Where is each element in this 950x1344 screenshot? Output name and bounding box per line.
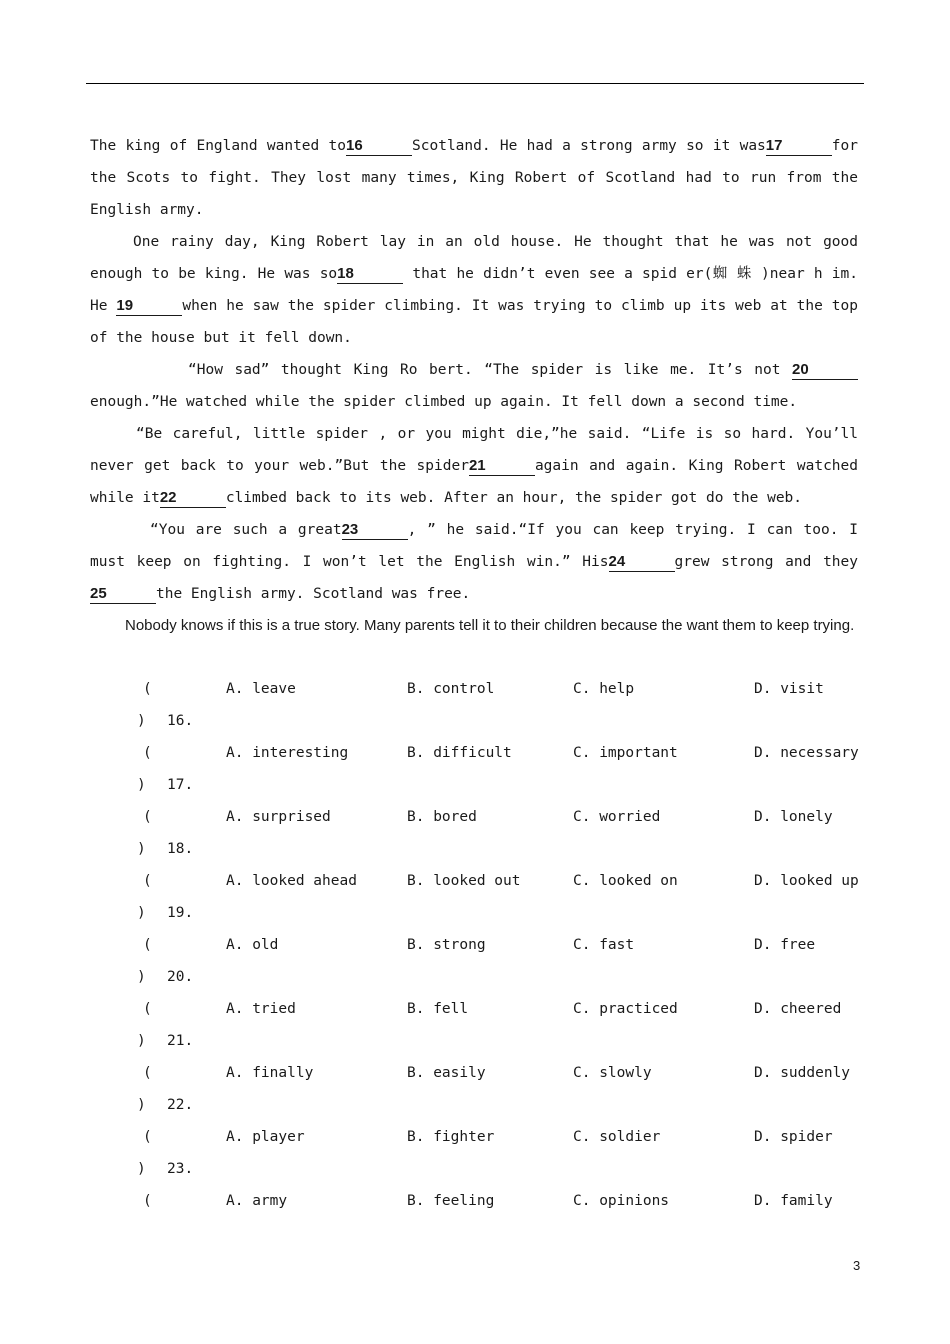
question-item	[90, 1057, 950, 1121]
option-c: C. soldier	[573, 1129, 661, 1145]
option-a: A. finally	[226, 1065, 314, 1081]
option-c: C. fast	[573, 937, 635, 953]
option-d: D. necessary	[754, 745, 859, 761]
option-a: A. leave	[226, 681, 296, 697]
question-number: 18.	[167, 841, 194, 857]
question-number: 20.	[167, 969, 194, 985]
question-item	[90, 1185, 950, 1249]
text: One rainy day, King Robert lay in an old house. He thought that he was not good enough to be king. He was so	[90, 234, 858, 282]
option-a: A. player	[226, 1129, 305, 1145]
option-d: D. looked up	[754, 873, 859, 889]
option-c: C. slowly	[573, 1065, 652, 1081]
option-b: B. bored	[407, 809, 477, 825]
option-c: C. important	[573, 745, 678, 761]
question-list	[90, 673, 950, 1249]
blank-25: 25	[90, 585, 156, 604]
header-rule	[86, 83, 864, 84]
answer-paren-open: (	[143, 1129, 152, 1145]
question-number: 16.	[167, 713, 194, 729]
paragraph-2	[90, 226, 858, 354]
option-d: D. cheered	[754, 1001, 842, 1017]
question-item	[90, 737, 950, 801]
reading-passage	[90, 130, 859, 1209]
blank-16: 16	[346, 137, 412, 156]
option-b: B. difficult	[407, 745, 512, 761]
answer-paren-open: (	[143, 873, 152, 889]
question-item	[90, 673, 950, 737]
text: grew strong and they	[674, 554, 858, 570]
answer-paren-close: )	[137, 713, 146, 729]
text: Scotland. He had a strong army so it was	[412, 138, 766, 154]
answer-paren-close: )	[137, 777, 146, 793]
option-a: A. looked ahead	[226, 873, 357, 889]
option-c: C. help	[573, 681, 635, 697]
option-a: A. army	[226, 1193, 288, 1209]
option-d: D. free	[754, 937, 816, 953]
blank-18: 18	[337, 265, 403, 284]
answer-paren-close: )	[137, 1161, 146, 1177]
page-number: 3	[853, 1258, 861, 1273]
answer-paren-open: (	[143, 1193, 152, 1209]
question-number: 22.	[167, 1097, 194, 1113]
option-b: B. fell	[407, 1001, 469, 1017]
option-d: D. visit	[754, 681, 824, 697]
question-item	[90, 929, 950, 993]
paragraph-5	[90, 514, 858, 610]
blank-23: 23	[342, 521, 408, 540]
text: enough.”He watched while the spider climbed up again. It fell down a second time.	[90, 394, 798, 410]
option-b: B. strong	[407, 937, 486, 953]
option-d: D. suddenly	[754, 1065, 851, 1081]
option-c: C. practiced	[573, 1001, 678, 1017]
option-d: D. family	[754, 1193, 833, 1209]
blank-17: 17	[766, 137, 832, 156]
paragraph-3	[90, 354, 858, 418]
question-item	[90, 801, 950, 865]
answer-paren-open: (	[143, 681, 152, 697]
text: for the Scots to fight. They lost many times, King Robert of Scotland had to run from the English army.	[90, 138, 858, 218]
answer-paren-close: )	[137, 841, 146, 857]
text: “Be careful, little spider , or you might die,”he said. “Life is so hard. You’ll never get back to your web.”But the spider	[90, 426, 858, 474]
text: again and again. King Robert watched while it	[90, 458, 858, 506]
question-item	[90, 1121, 950, 1185]
question-number: 21.	[167, 1033, 194, 1049]
text: the English army. Scotland was free.	[156, 586, 471, 602]
option-b: B. easily	[407, 1065, 486, 1081]
question-number: 23.	[167, 1161, 194, 1177]
option-b: B. looked out	[407, 873, 521, 889]
answer-paren-close: )	[137, 969, 146, 985]
answer-paren-open: (	[143, 937, 152, 953]
option-c: C. worried	[573, 809, 661, 825]
text: , ” he said.“If you can keep trying. I can too. I must keep on fighting. I won’t let the English win.” His	[90, 522, 858, 570]
answer-paren-close: )	[137, 1097, 146, 1113]
question-number: 19.	[167, 905, 194, 921]
option-a: A. old	[226, 937, 279, 953]
blank-24: 24	[609, 553, 675, 572]
option-b: B. control	[407, 681, 495, 697]
answer-paren-open: (	[143, 809, 152, 825]
text: that he didn’t even see a spid er(蜘 蛛 )near h im. He	[90, 266, 858, 314]
answer-paren-close: )	[137, 905, 146, 921]
answer-paren-open: (	[143, 1065, 152, 1081]
question-item	[90, 993, 950, 1057]
option-b: B. fighter	[407, 1129, 495, 1145]
option-d: D. lonely	[754, 809, 833, 825]
text: The king of England wanted to	[90, 138, 347, 154]
question-item	[90, 865, 950, 929]
option-a: A. interesting	[226, 745, 349, 761]
option-d: D. spider	[754, 1129, 833, 1145]
option-a: A. tried	[226, 1001, 296, 1017]
answer-paren-close: )	[137, 1033, 146, 1049]
option-b: B. feeling	[407, 1193, 495, 1209]
blank-21: 21	[469, 457, 535, 476]
blank-22: 22	[160, 489, 226, 508]
option-a: A. surprised	[226, 809, 331, 825]
blank-20: 20	[792, 361, 858, 380]
text: climbed back to its web. After an hour, the spider got do the web.	[225, 490, 803, 506]
answer-paren-open: (	[143, 745, 152, 761]
option-c: C. looked on	[573, 873, 678, 889]
paragraph-1	[90, 130, 858, 226]
option-c: C. opinions	[573, 1193, 670, 1209]
answer-paren-open: (	[143, 1001, 152, 1017]
text: “How sad” thought King Ro bert. “The spider is like me. It’s not	[188, 362, 792, 378]
question-number: 17.	[167, 777, 194, 793]
text: when he saw the spider climbing. It was trying to climb up its web at the top of the house but it fell down.	[90, 298, 858, 346]
closing-note: Nobody knows if this is a true story. Many parents tell it to their children because the want them to keep trying.	[125, 617, 855, 634]
paragraph-4	[90, 418, 858, 514]
text: “You are such a great	[150, 522, 342, 538]
blank-19: 19	[116, 297, 182, 316]
